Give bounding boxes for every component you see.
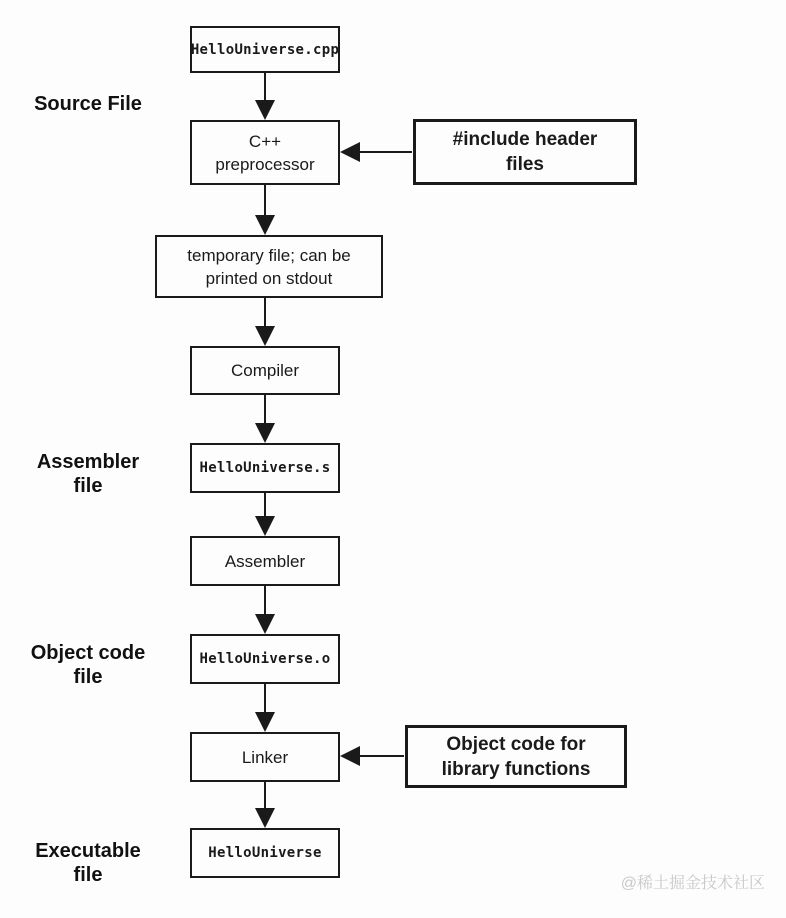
- side-label-executable-file: [6, 839, 170, 887]
- side-label-line: Executable: [35, 840, 141, 862]
- node-label: Compiler: [230, 361, 300, 380]
- node-linker: [190, 732, 340, 782]
- node-assembler: [190, 536, 340, 586]
- node-label-line: printed on stdout: [205, 268, 333, 288]
- node-label-line: temporary file; can be: [187, 245, 351, 265]
- node-source-code-file: [190, 26, 340, 73]
- side-label-object-code-file: [6, 641, 170, 689]
- side-label-line: Object code: [30, 642, 146, 664]
- node-label-line: #include header: [452, 129, 598, 150]
- node-label: HelloUniverse: [208, 845, 322, 861]
- node-compiler: [190, 346, 340, 395]
- node-object-file: [190, 634, 340, 684]
- side-label-line: file: [73, 864, 103, 886]
- node-temporary-file: [155, 235, 383, 298]
- node-label: HelloUniverse.o: [199, 651, 331, 667]
- side-label-line: Source File: [34, 93, 142, 115]
- node-include-headers: [413, 119, 637, 185]
- side-label-line: file: [73, 475, 103, 497]
- node-label-line: C++: [248, 131, 282, 151]
- node-label: HelloUniverse.cpp: [190, 41, 340, 58]
- node-assembly-file: [190, 443, 340, 493]
- node-label: Linker: [241, 747, 289, 767]
- node-label-line: Object code for: [446, 733, 586, 755]
- node-label: HelloUniverse.s: [199, 460, 331, 476]
- node-label: Assembler: [224, 551, 306, 571]
- watermark-text: @稀土掘金技术社区: [620, 875, 765, 892]
- side-label-assembler-file: [6, 450, 170, 498]
- node-label-line: preprocessor: [215, 154, 315, 174]
- side-label-source-file: [6, 92, 170, 116]
- node-executable: [190, 828, 340, 878]
- side-label-line: Assembler: [36, 451, 140, 473]
- node-cpp-preprocessor: [190, 120, 340, 185]
- node-library-objects: [405, 725, 627, 788]
- node-label-line: files: [505, 154, 545, 175]
- side-label-line: file: [73, 666, 103, 688]
- node-label-line: library functions: [441, 758, 591, 780]
